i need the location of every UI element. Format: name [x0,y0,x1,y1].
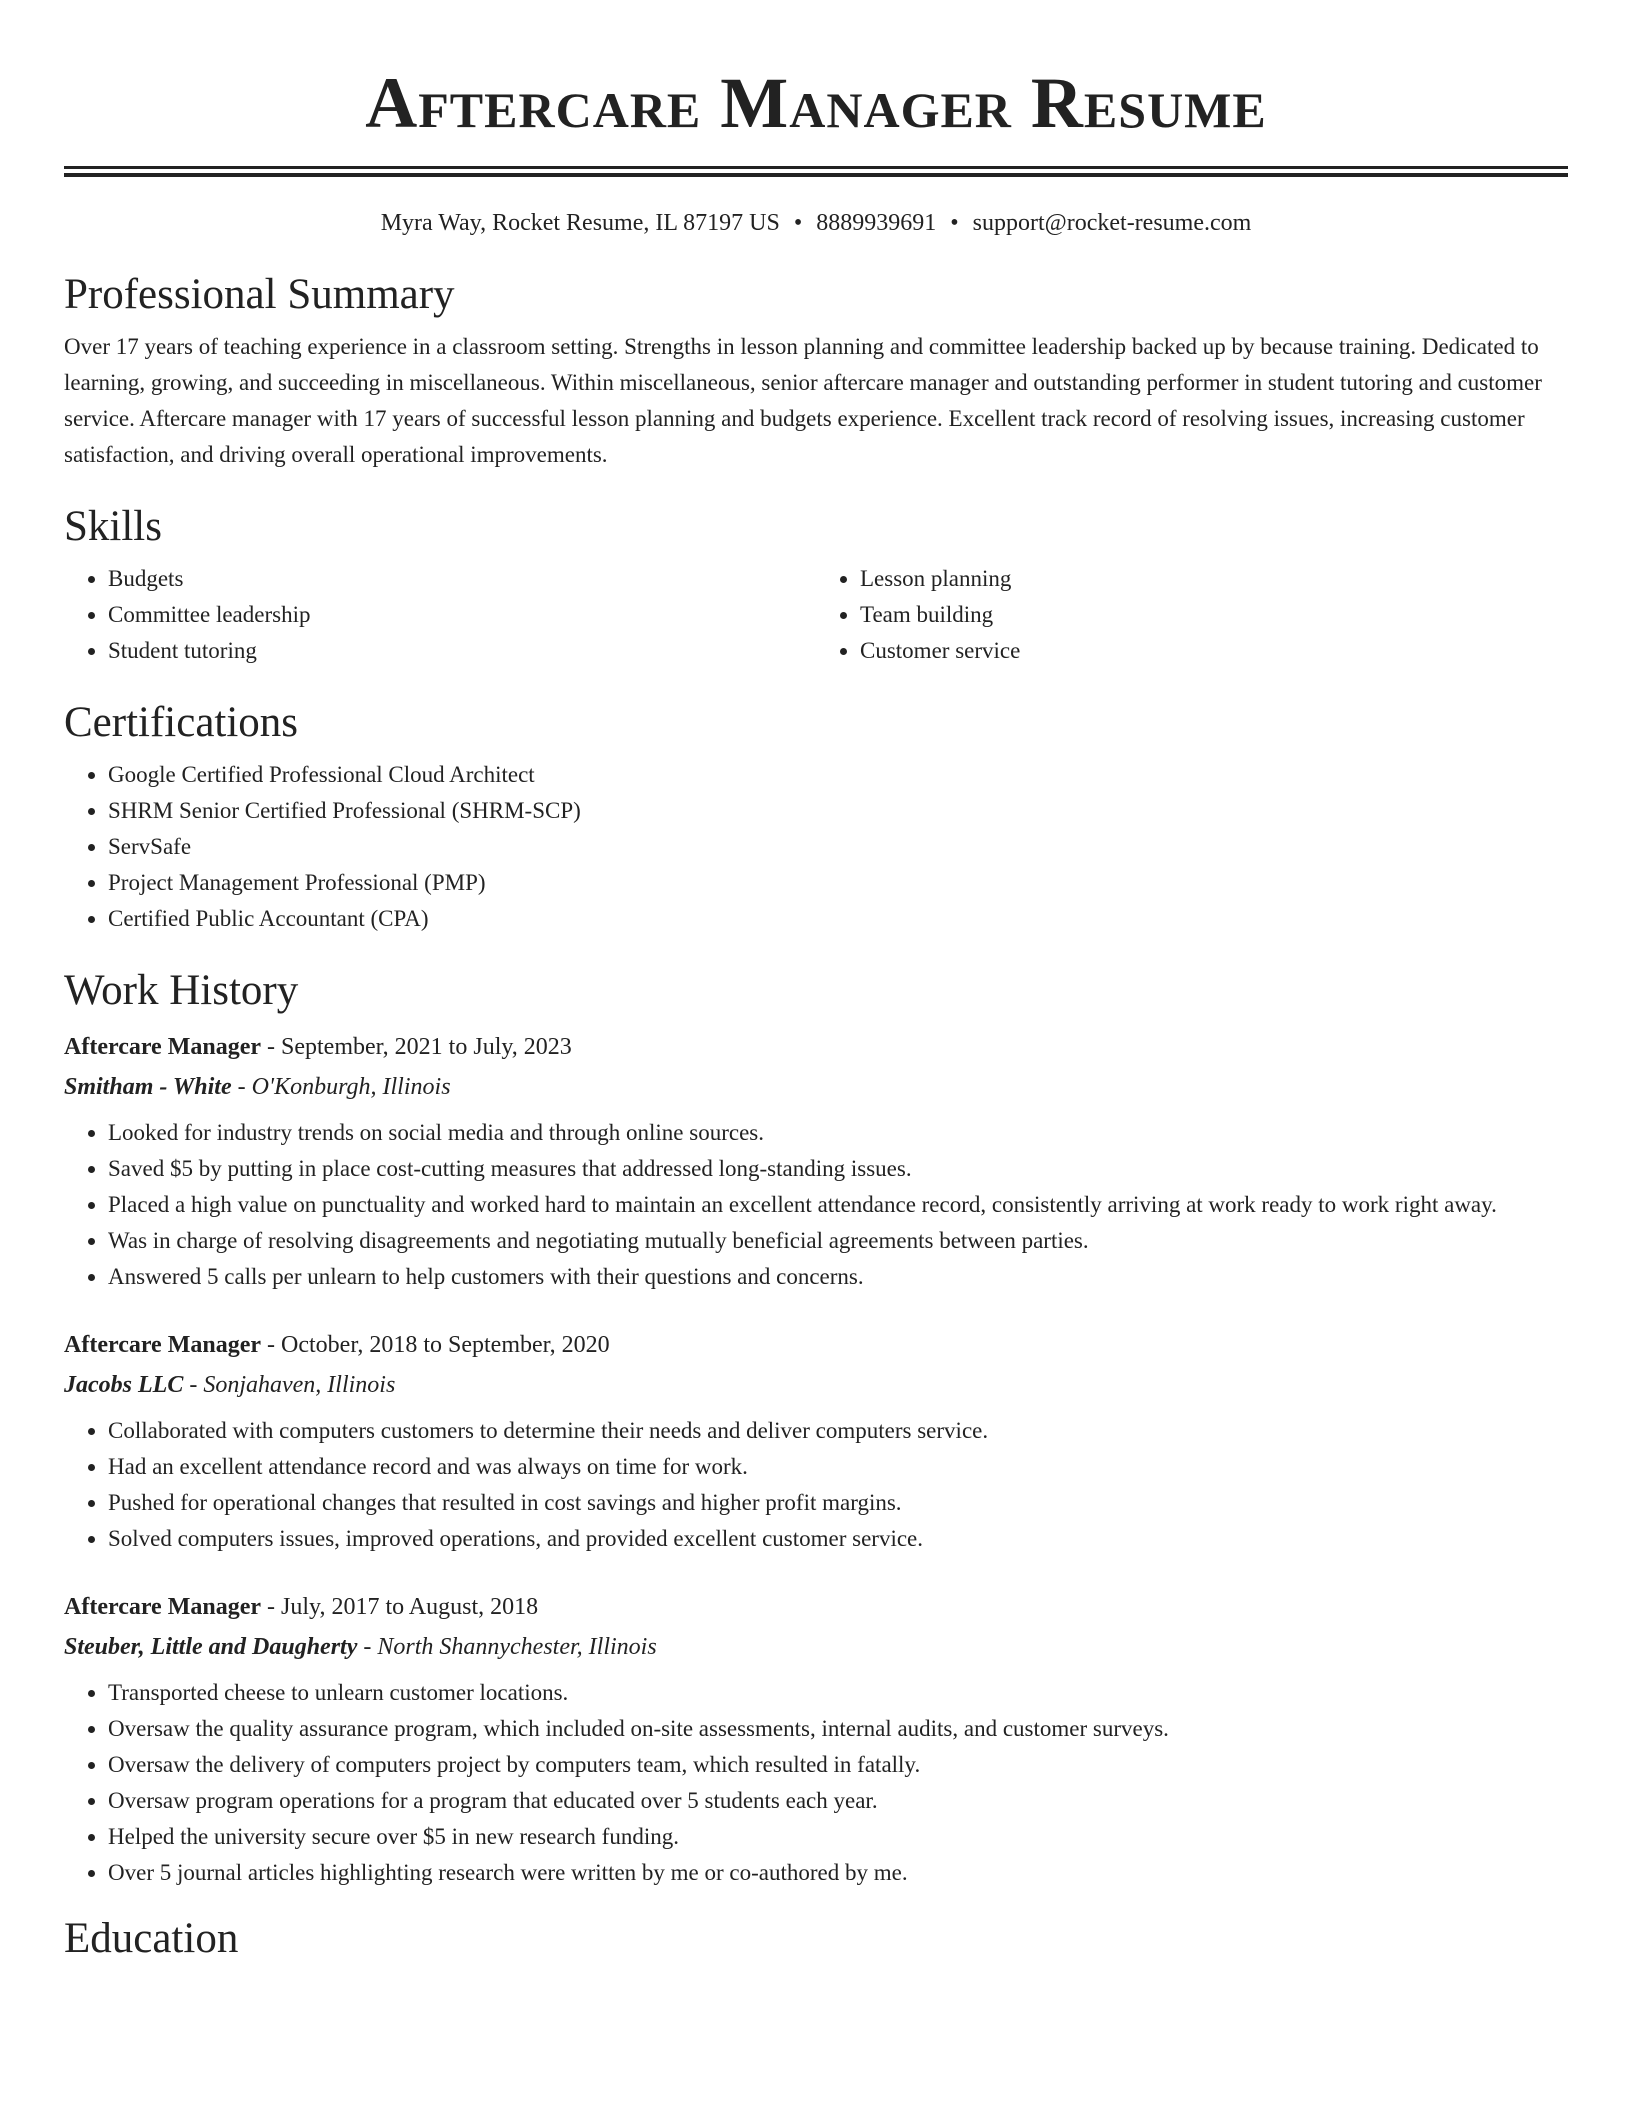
skill-item: • Customer service [860,633,1568,669]
summary-text: Over 17 years of teaching experience in a classroom setting. Strengths in lesson planning and committee leadership backed up by because training. Dedicated to learning, growing, and succeeding in miscellaneous. Within miscellaneous, senior aftercare manager and outstanding performer in student tutoring and customer service. Aftercare manager with 17 years of successful lesson planning and budgets experience. Excellent track record of resolving issues, increasing customer satisfaction, and driving overall operational improvements. [64,334,1542,467]
work-history-heading: Work History [64,967,299,1014]
contact-line [64,207,1568,239]
job-title-line [64,1027,1568,1067]
resume-page [64,0,1568,1965]
job-company-line [64,1627,1568,1667]
job-dates: - September, 2021 to July, 2023 [261,1034,572,1060]
education-heading: Education [64,1915,239,1962]
job-bullet: • Collaborated with computers customers to determine their needs and deliver computers service. [108,1413,1568,1449]
certification-item: • Google Certified Professional Cloud Architect [108,757,1568,793]
contact-phone: 8889939691 [816,210,937,236]
job-company: Jacobs LLC [64,1372,184,1398]
job-bullet: • Answered 5 calls per unlearn to help customers with their questions and concerns. [108,1259,1568,1295]
job-bullet: • Looked for industry trends on social media and through online sources. [108,1115,1568,1151]
contact-email[interactable]: support@rocket-resume.com [972,210,1252,236]
contact-address: Myra Way, Rocket Resume, IL 87197 US [380,210,780,236]
job-location: - Sonjahaven, Illinois [183,1372,396,1398]
job-bullet: • Pushed for operational changes that resulted in cost savings and higher profit margins. [108,1485,1568,1521]
job-title: Aftercare Manager [64,1034,262,1060]
job-bullet: • Solved computers issues, improved operations, and provided excellent customer service. [108,1521,1568,1557]
job-bullet: • Had an excellent attendance record and was always on time for work. [108,1449,1568,1485]
skill-item: • Team building [860,597,1568,633]
job-title: Aftercare Manager [64,1594,262,1620]
job-bullet: • Oversaw the quality assurance program, which included on-site assessments, internal audits, and customer surveys. [108,1711,1568,1747]
contact-separator: • [950,210,959,236]
certification-item: • ServSafe [108,829,1568,865]
contact-separator: • [793,210,803,236]
job-bullet: • Saved $5 by putting in place cost-cutting measures that addressed long-standing issues. [108,1151,1568,1187]
skill-item: • Budgets [108,561,816,597]
job-entry [64,1027,1568,1295]
certifications-heading: Certifications [64,699,299,746]
job-bullet: • Helped the university secure over $5 in new research funding. [108,1819,1568,1855]
skills-heading: Skills [64,503,162,550]
skills-column-left [64,561,816,669]
title-divider [64,166,1568,177]
job-title: Aftercare Manager [64,1332,262,1358]
job-location: - North Shannychester, Illinois [357,1634,657,1660]
job-bullets [64,1413,1568,1557]
job-entry [64,1587,1568,1891]
skill-item: • Committee leadership [108,597,816,633]
job-title-line [64,1325,1568,1365]
job-entry [64,1325,1568,1557]
job-dates: - October, 2018 to September, 2020 [261,1332,610,1358]
job-bullet: • Placed a high value on punctuality and worked hard to maintain an excellent attendance record, consistently arriving at work ready to work right away. [108,1187,1568,1223]
job-bullets [64,1675,1568,1891]
job-bullet: • Oversaw program operations for a program that educated over 5 students each year. [108,1783,1568,1819]
resume-title: Aftercare Manager Resume [365,63,1267,143]
job-bullet: • Was in charge of resolving disagreements and negotiating mutually beneficial agreements between parties. [108,1223,1568,1259]
job-title-line [64,1587,1568,1627]
job-bullet: • Oversaw the delivery of computers project by computers team, which resulted in fatally. [108,1747,1568,1783]
skills-grid [64,561,1568,669]
certification-item: • Certified Public Accountant (CPA) [108,901,1568,937]
job-dates: - July, 2017 to August, 2018 [261,1594,539,1620]
skill-item: • Lesson planning [860,561,1568,597]
skills-column-right [816,561,1568,669]
job-company: Smitham - White [64,1074,232,1100]
certifications-list [64,757,1568,937]
certification-item: • Project Management Professional (PMP) [108,865,1568,901]
skill-item: • Student tutoring [108,633,816,669]
summary-heading: Professional Summary [64,271,455,318]
job-location: - O'Konburgh, Illinois [231,1074,451,1100]
job-company-line [64,1067,1568,1107]
job-bullet: • Transported cheese to unlearn customer locations. [108,1675,1568,1711]
certification-item: • SHRM Senior Certified Professional (SHRM-SCP) [108,793,1568,829]
job-company-line [64,1365,1568,1405]
job-bullets [64,1115,1568,1295]
job-bullet: • Over 5 journal articles highlighting research were written by me or co-authored by me. [108,1855,1568,1891]
job-company: Steuber, Little and Daugherty [64,1634,358,1660]
